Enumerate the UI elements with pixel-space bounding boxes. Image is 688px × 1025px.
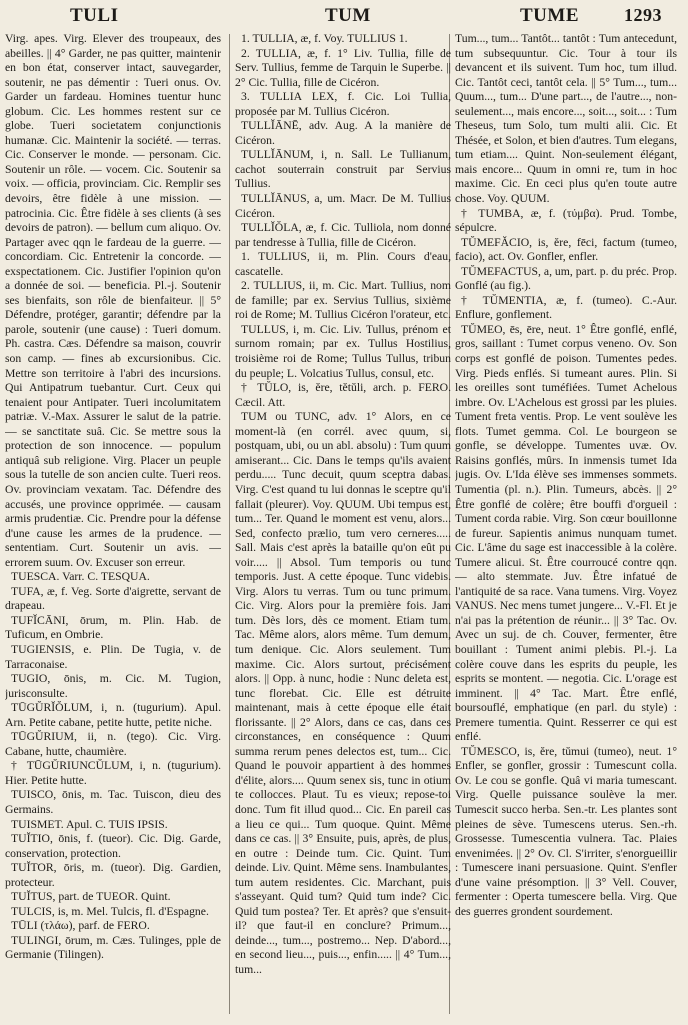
dictionary-entry: TULLĬŎLA, æ, f. Cic. Tulliola, nom donné par tendresse à Tullia, fille de Cicéron. <box>235 221 451 249</box>
column-rule <box>229 34 230 1014</box>
dictionary-entry: † TŪGŬRIUNCŬLUM, i, n. (tugurium). Hier. Petite hutte. <box>5 759 221 787</box>
dictionary-entry: TUM ou TUNC, adv. 1° Alors, en ce moment-là (en corrél. avec quum, si, postquam, ubi, ou un abl. absolu) : Tum quum amiserant... Cic. Dans le temps qu'ils avaient perdu..... Tunc decuit, quum sceptra dabas. Virg. C'est quand tu lui donnas le sceptre qu'il fallait (pleurer). Voy. QUUM. Ubi tempus est, tum... Ter. Quand le moment est venu, alors... Sed, confecto prælio, tum vero cerneres..... Sall. Mais c'est après la bataille qu'on eût pu voir..... || Absol. Tum temporis ou tunc temporis. Just. A cette époque. Tunc videbis. Virg. Alors tu verras. Tum ou tunc primum. Cic. Virg. Alors pour la première fois. Jam tum. Dès lors, dès ce moment. Etiam tum. Tac. Même alors, alors même. Tum demum, tum denique. Cic. Alors seulement. Tum maxime. Cic. Alors surtout, précisément alors. || Opp. à nunc, hodie : Nunc deleta est, tunc florebat. Cic. Elle est détruite maintenant, mais à cette époque elle était florissante. || 2° Alors, dans ce cas, dans ces circonstances, en conséquence : Quum summa rerum penes delectos est, tum... Cic. Quand le pouvoir appartient à des hommes d'élite, alors.... Quum senex sis, tunc in otium te collocces. Plaut. Tu es vieux; repose-toi donc. Tum fit illud quod... Cic. En pareil cas a lieu ce qui... Tum quoque. Quint. Même dans ce cas. || 3° Ensuite, puis, après, de plus, en outre : Deinde tum. Cic. Quint. Tum deinde. Liv. Quint. Même sens. Inambulantes, tum autem residentes. Cic. Marchant, puis s'asseyant. Quid tum? Quid tum inde? Cic. Quid tum postea? Ter. Et après? que s'ensuit-il? que faut-il en conclure? Primum..., deinde..., tum..., postremo... Nep. D'abord..., en second lieu..., puis..., enfin..... || 4° Tum..., tum... <box>235 410 451 976</box>
dictionary-entry: TULLĬĀNUS, a, um. Macr. De M. Tullius Cicéron. <box>235 192 451 220</box>
page-header <box>0 0 688 30</box>
dictionary-entry: † TŬLO, is, ĕre, tĕtŭli, arch. p. FERO. Cæcil. Att. <box>235 381 451 409</box>
dictionary-entry: TŪLI (τλάω), parf. de FERO. <box>11 919 150 933</box>
column-3 <box>455 32 677 1017</box>
running-head-center: TUM <box>325 5 371 26</box>
dictionary-entry: 1. TULLIUS, ii, m. Plin. Cours d'eau, cascatelle. <box>235 250 451 278</box>
dictionary-entry: TULLUS, i, m. Cic. Liv. Tullus, prénom et surnom romain; par ex. Tullus Hostilius, troisième roi de Rome; Tullus Tullus, tribun du peuple; L. Volcatius Tullus, consul, etc. <box>235 322 451 380</box>
dictionary-entry: TUGIENSIS, e. Plin. De Tugia, v. de Tarraconaise. <box>5 642 221 671</box>
dictionary-entry: TUĬTUS, part. de TUEOR. Quint. <box>11 890 171 904</box>
dictionary-entry: TUISCO, ōnis, m. Tac. Tuiscon, dieu des Germains. <box>5 788 221 816</box>
dictionary-entry: TULLĬĀNUM, i, n. Sall. Le Tullianum, cachot souterrain construit par Servius Tullius. <box>235 148 451 191</box>
page-number: 1293 <box>624 5 662 25</box>
dictionary-entry: † TUMBA, æ, f. (τύμβα). Prud. Tombe, sépulcre. <box>455 206 677 235</box>
dictionary-entry: TUISMET. Apul. C. TUIS IPSIS. <box>11 817 168 831</box>
dictionary-entry: † TŬMENTIA, æ, f. (tumeo). C.-Aur. Enflure, gonflement. <box>455 293 677 322</box>
column-1 <box>5 32 221 1017</box>
running-head-right: TUME <box>520 5 579 26</box>
dictionary-entry: 2. TULLIA, æ, f. 1° Liv. Tullia, fille de Serv. Tullius, femme de Tarquin le Superbe. || 2° Cic. Tullia, fille de Cicéron. <box>235 46 451 89</box>
dictionary-entry: TULCIS, is, m. Mel. Tulcis, fl. d'Espagne. <box>11 904 209 918</box>
dictionary-entry: TUFĬCĀNI, ōrum, m. Plin. Hab. de Tuficum, en Ombrie. <box>5 613 221 642</box>
dictionary-entry: TUĬTIO, ōnis, f. (tueor). Cic. Dig. Garde, conservation, protection. <box>5 832 221 860</box>
dictionary-entry: Virg. apes. Virg. Elever des troupeaux, des abeilles. || 4° Garder, ne pas quitter, maintenir en bon état, conserver intact, sauvegarder, soutenir, ne pas démentir : Tueri onus. Ov. Garder un fardeau. Homines tuentur hunc globum. Cic. Les hommes restent sur ce globe. Tueri societatem conjunctionis humanæ. Cic. Maintenir la société. — terras. Cic. Conserver le monde. — personam. Cic. Soutenir un rôle. — vocem. Cic. Soutenir sa voix. — officia, provinciam. Cic. Remplir ses devoirs, être fidèle à une mission. — patrocinia. Cic. Être fidèle à ses clients (à ses devoirs de patron). — bellum cum aliquo. Ov. Partager avec qqn le fardeau de la guerre. — concordiam. Cic. Entretenir la concorde. — exspectationem. Cic. Justifier l'opinion qu'on a donnée de soi. — beneficia. Pl.-j. Soutenir ses bienfaits, son rôle de bienfaiteur. || 5° Défendre, protéger, garantir; défendre par la parole, soutenir (une cause) : Tueri domum. Ph. castra. Cæs. Défendre sa maison, couvrir son camp. — fines ab excursionibus. Cic. Mettre son territoire à l'abri des incursions. Qui Antipatrum tuebantur. Curt. Ceux qui tenaient pour Antipater. Tueri incolumitatem patriæ. V.-Max. Assurer le salut de la patrie. — se sanctitate suâ. Cic. Se mettre sous la protection de son innocence. — populum antiquâ sub religione. Virg. Placer un peuple sous la tutelle de son ancien culte. Tueri reos. Ov. provinciam vexatam. Tac. Défendre des accusés, une province opprimée. — causam armis prudentiæ. Cic. Prendre pour la défense d'une cause les armes de la prudence. — sententiam. Curt. Soutenir un avis. — errorem suum. Ov. Excuser son erreur. <box>5 32 221 569</box>
dictionary-entry: TULLĬĀNĒ, adv. Aug. A la manière de Cicéron. <box>235 119 451 147</box>
dictionary-entry: TUĬTOR, ōris, m. (tueor). Dig. Gardien, protecteur. <box>5 861 221 889</box>
dictionary-entry: TŬMEFACTUS, a, um, part. p. du préc. Prop. Gonflé (au fig.). <box>455 264 677 293</box>
dictionary-entry: TUFA, æ, f. Veg. Sorte d'aigrette, servant de drapeau. <box>5 584 221 613</box>
dictionary-entry: Tum..., tum... Tantôt... tantôt : Tum antecedunt, tum subsequuntur. Cic. Tour à tour ils devancent et ils suivent. Tum hoc, tum illud. Cic. Tantôt ceci, tantôt cela. || 5° Tum..., tum... Quum..., tum... D'une part..., de l'autre..., non-seulement..., mais encore..., soit..., soit... : Tum Theseus, tum Solo, tum multi alii. Cic. Et Thésée, et Solon, et bien d'autres. Tum elegans, tum etiam.... Quint. Non-seulement élégant, mais encore... Quum in omni re, tum in hoc maxime. Cic. En ceci plus qu'en toute autre chose. Voy. QUUM. <box>455 32 677 206</box>
dictionary-entry: 1. TULLIA, æ, f. Voy. TULLIUS 1. <box>241 32 408 45</box>
dictionary-entry: TŬMESCO, is, ĕre, tŭmui (tumeo), neut. 1° Enfler, se gonfler, grossir : Tumescunt colla. Ov. Le cou se gonfle. Quâ vi maria tumescant. Virg. Quelle puissance soulève la mer. Tumescit succo herba. Sen.-tr. Les plantes sont pleines de sève. Tumescens uterus. Sen.-rh. Grossesse. Tumescentia vulnera. Tac. Plaies envenimées. || 2° Ov. Cl. S'irriter, s'enorgueillir : Tumescere inani persuasione. Quint. S'enfler d'une vaine présomption. || 3° Vell. Couver, fermenter : Operta tumescere bella. Virg. Que des guerres grondent sourdement. <box>455 744 677 918</box>
dictionary-entry: TULINGI, ōrum, m. Cæs. Tulinges, pple de Germanie (Tilingen). <box>5 933 221 962</box>
dictionary-entry: TŪGŬRĬŎLUM, i, n. (tugurium). Apul. Arn. Petite cabane, petite hutte, petite niche. <box>5 701 221 729</box>
dictionary-entry: TUGIO, ōnis, m. Cic. M. Tugion, jurisconsulte. <box>5 672 221 700</box>
dictionary-entry: TŬMEFĂCIO, is, ĕre, fēci, factum (tumeo, facio), act. Ov. Gonfler, enfler. <box>455 235 677 264</box>
dictionary-entry: TŪGŬRIUM, ii, n. (tego). Cic. Virg. Cabane, hutte, chaumière. <box>5 730 221 758</box>
dictionary-entry: 3. TULLIA LEX, f. Cic. Loi Tullia, proposée par M. Tullius Cicéron. <box>235 90 451 118</box>
dictionary-entry: TŬMEO, ēs, ēre, neut. 1° Être gonflé, enflé, gros, saillant : Tumet corpus veneno. Ov. Son corps est gonflé de poison. Tumentes pedes. Virg. Pieds enflés. Si tumeant aures. Plin. Si les oreilles sont tuméfiées. Tumet Achelous imbre. Ov. L'Achelous est grossi par les pluies. Tument freta ventis. Prop. Le vent soulève les flots. Tumet gemma. Col. Le bourgeon se gonfle, se développe. Tumentes uvæ. Ov. Raisins gonflés, mûrs. In inmensis tumet Ida jugis. Ov. L'Ida élève ses immenses sommets. Tumentia (pl. n.). Plin. Tumeurs, abcès. || 2° Être gonflé de colère; être bouffi d'orgueil : Tument corda rabie. Virg. Son cœur bouillonne de fureur. Sapientis animus nunquam tumet. Cic. L'âme du sage est inaccessible à la colère. Tumere alicui. St. Être courroucé contre qqn. — alto stemmate. Juv. Être infatué de l'antiquité de sa race. Vana tumens. Virg. Voyez VANUS. Nec mens tumet jungere... V.-Fl. Et je n'ai pas la prétention de réunir... || 3° Tac. Ov. Avec un suj. de ch. Couver, fermenter, être bouillant : Tument animi plebis. Pl.-j. La colère couve dans les esprits du peuple, les esprits se montent. — negotia. Cic. L'orage est imminent. || 4° Tac. Mart. Être enflé, boursouflé, emphatique (en parl. du style) : Premere tumentia. Quint. Resserrer ce qui est enflé. <box>455 322 677 744</box>
dictionary-entry: TUESCA. Varr. C. TESQUA. <box>11 570 150 584</box>
dictionary-entry: 2. TULLIUS, ii, m. Cic. Mart. Tullius, nom de famille; par ex. Servius Tullius, sixième roi de Rome; M. Tullius Cicéron l'orateur, etc. <box>235 279 451 322</box>
running-head-left: TULI <box>70 5 119 26</box>
column-2 <box>235 32 451 1017</box>
